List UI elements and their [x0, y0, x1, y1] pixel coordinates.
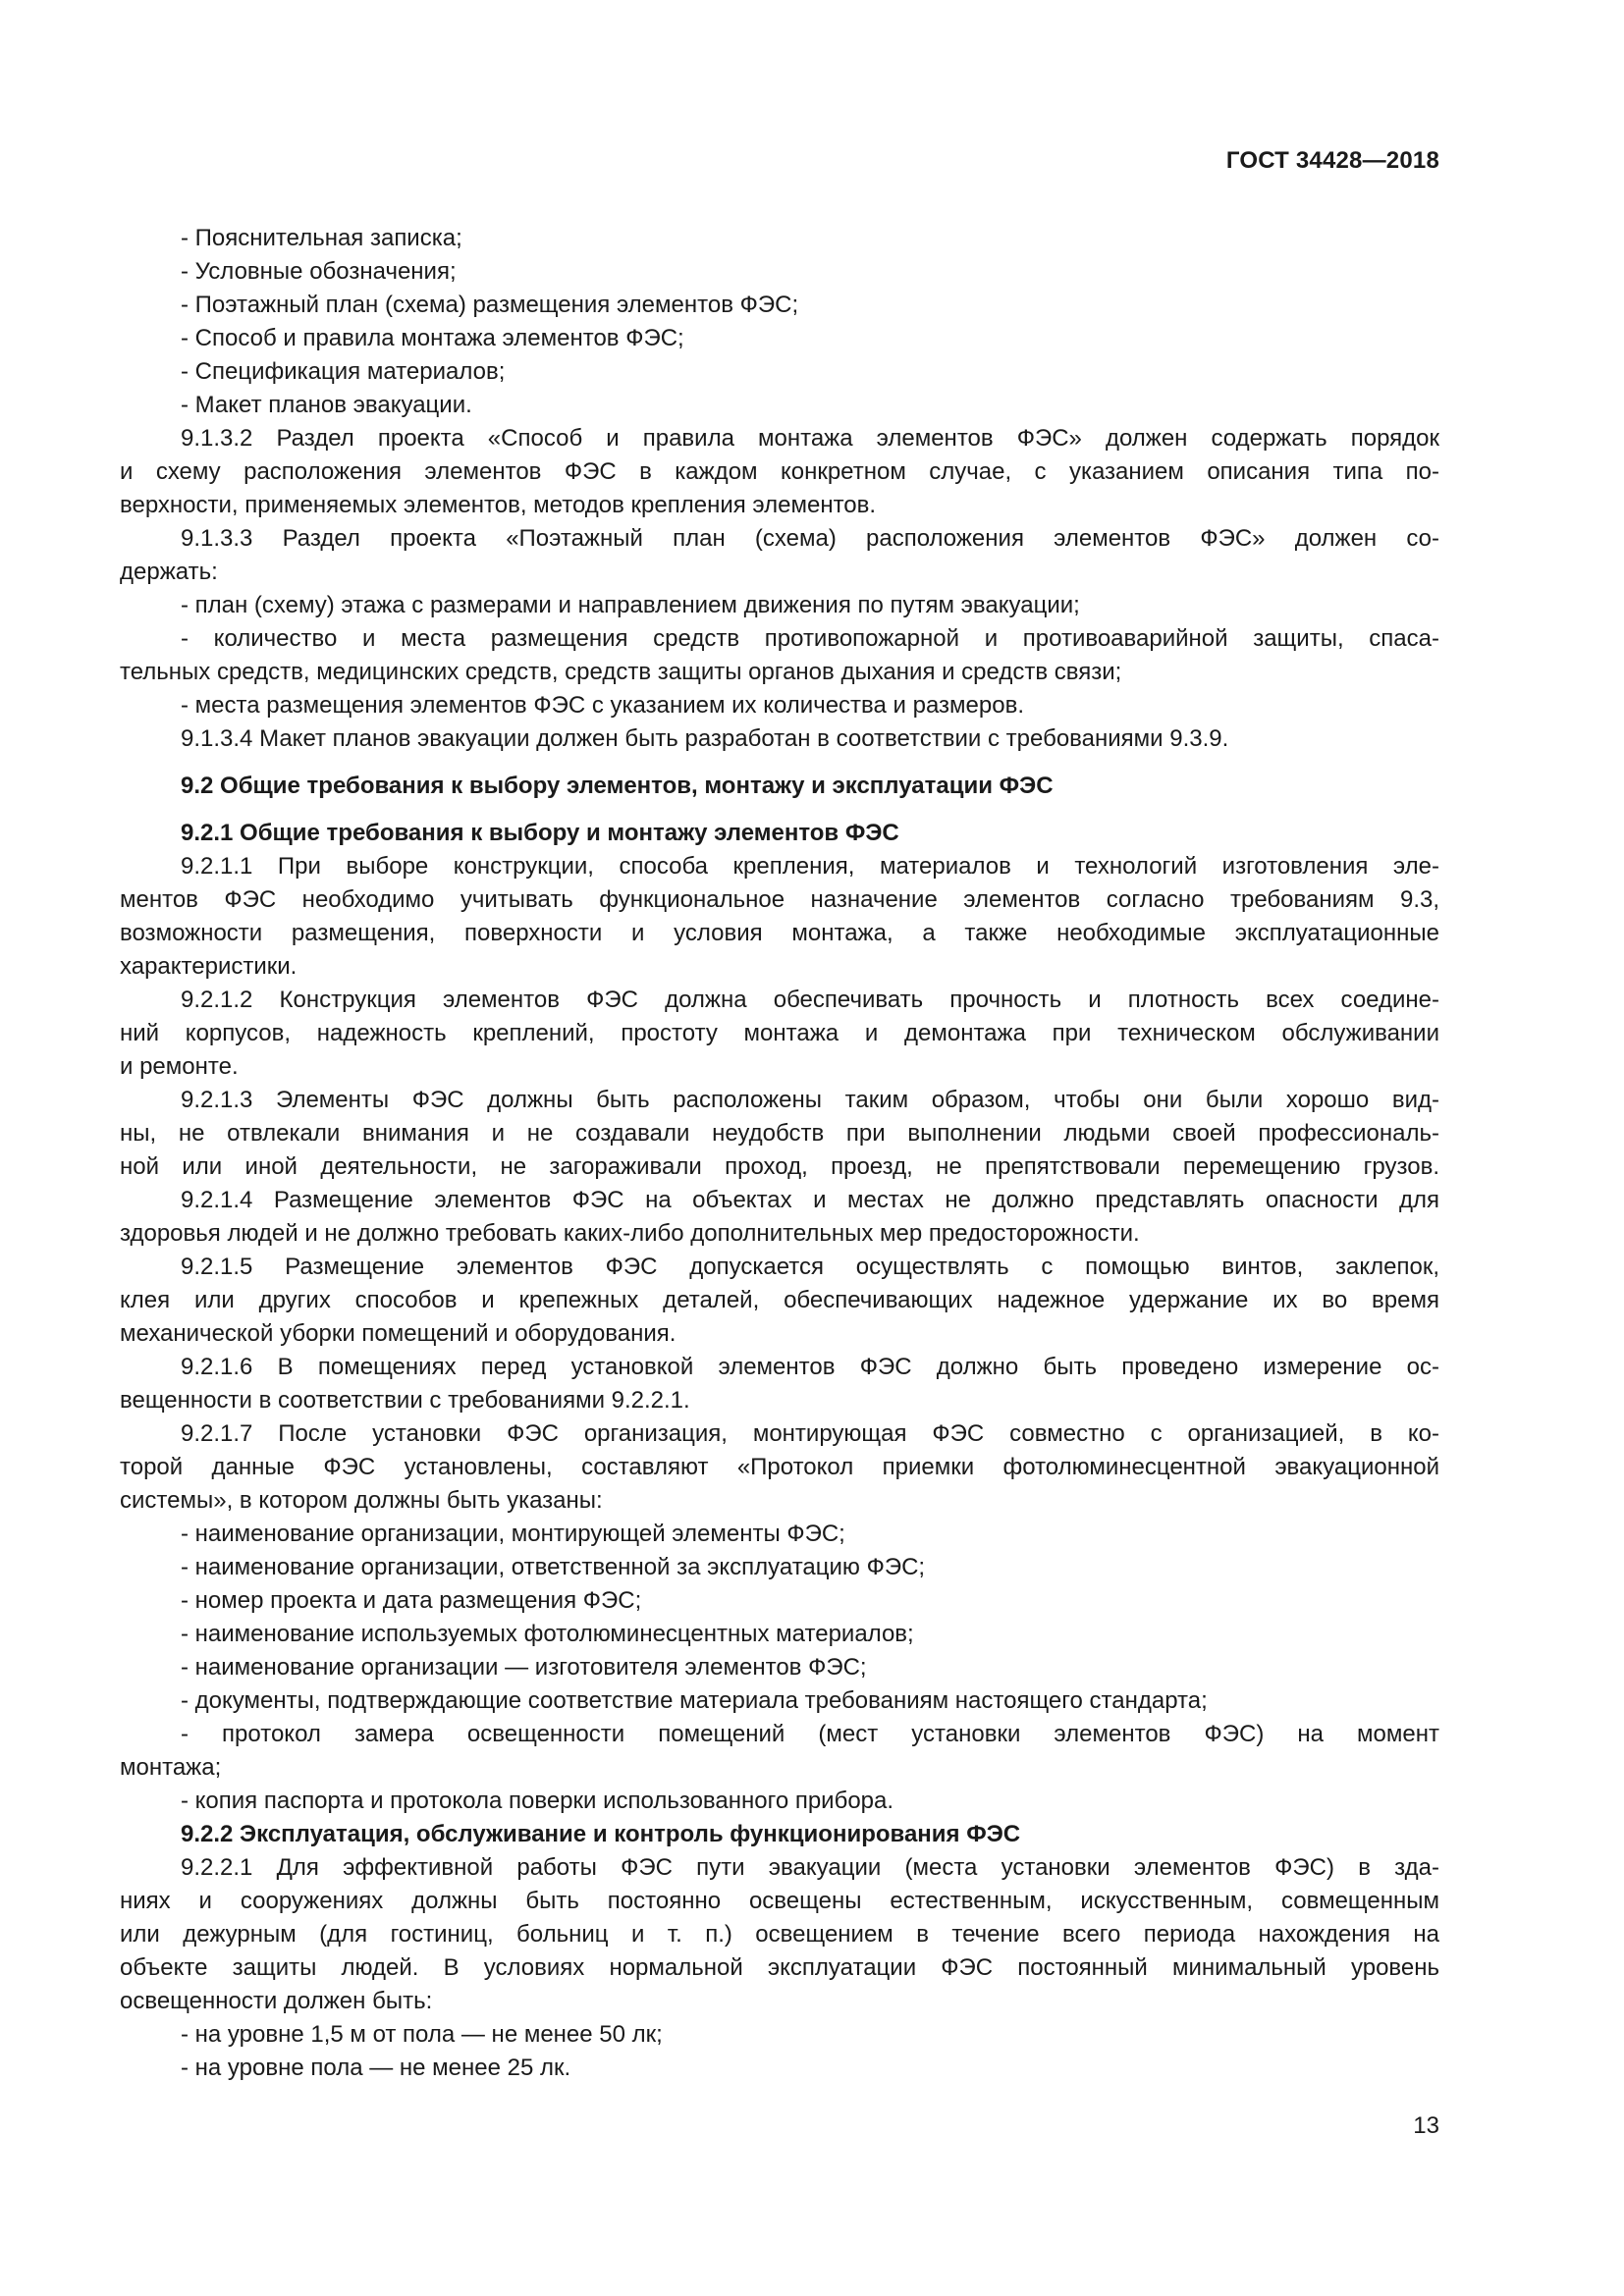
list-item: - на уровне пола — не менее 25 лк.: [181, 2055, 571, 2081]
list-item: - наименование используемых фотолюминесцентных материалов;: [181, 1621, 914, 1647]
paragraph-line: 9.2.1.7 После установки ФЭС организация, монтирующая ФЭС совместно с организацией, в ко-: [181, 1420, 1439, 1447]
paragraph-line: механической уборки помещений и оборудования.: [120, 1320, 677, 1347]
paragraph-line: 9.2.1.5 Размещение элементов ФЭС допускается осуществлять с помощью винтов, заклепок,: [181, 1254, 1439, 1280]
paragraph-line: ниях и сооружениях должны быть постоянно освещены естественным, искусственным, совмещенным: [120, 1888, 1439, 1914]
paragraph-line: 9.2.2.1 Для эффективной работы ФЭС пути эвакуации (места установки элементов ФЭС) в зда-: [181, 1854, 1439, 1881]
paragraph-line: или дежурным (для гостиниц, больниц и т. п.) освещением в течение всего периода нахождения на: [120, 1921, 1439, 1948]
list-item: - наименование организации — изготовителя элементов ФЭС;: [181, 1654, 867, 1681]
list-item: - протокол замера освещенности помещений (мест установки элементов ФЭС) на момент: [181, 1721, 1439, 1747]
paragraph-line: 9.2.1.2 Конструкция элементов ФЭС должна обеспечивать прочность и плотность всех соедине-: [181, 987, 1439, 1013]
list-item: - наименование организации, монтирующей элементы ФЭС;: [181, 1521, 845, 1547]
paragraph-line: здоровья людей и не должно требовать каких-либо дополнительных мер предосторожности.: [120, 1220, 1140, 1247]
subsection-heading: 9.2.1 Общие требования к выбору и монтажу элементов ФЭС: [181, 820, 899, 846]
paragraph-line: 9.2.1.1 При выборе конструкции, способа крепления, материалов и технологий изготовления эле-: [181, 853, 1439, 880]
paragraph-line: ний корпусов, надежность креплений, простоту монтажа и демонтажа при техническом обслуживании: [120, 1020, 1439, 1046]
list-item: - места размещения элементов ФЭС с указанием их количества и размеров.: [181, 692, 1025, 719]
list-item: - Условные обозначения;: [181, 258, 457, 285]
list-item: - Макет планов эвакуации.: [181, 392, 472, 418]
list-item: - наименование организации, ответственной за эксплуатацию ФЭС;: [181, 1554, 926, 1580]
list-item: - Способ и правила монтажа элементов ФЭС;: [181, 325, 684, 351]
paragraph-line: держать:: [120, 559, 218, 585]
section-heading: 9.2 Общие требования к выбору элементов, монтажу и эксплуатации ФЭС: [181, 773, 1054, 799]
paragraph-line: клея или других способов и крепежных деталей, обеспечивающих надежное удержание их во время: [120, 1287, 1439, 1313]
list-item: - Поэтажный план (схема) размещения элементов ФЭС;: [181, 292, 799, 318]
paragraph-line: ной или иной деятельности, не загораживали проход, проезд, не препятствовали перемещению грузов.: [120, 1153, 1439, 1180]
subsection-heading: 9.2.2 Эксплуатация, обслуживание и контроль функционирования ФЭС: [181, 1821, 1021, 1847]
list-item-continuation: монтажа;: [120, 1754, 222, 1781]
paragraph-line: 9.1.3.3 Раздел проекта «Поэтажный план (схема) расположения элементов ФЭС» должен со-: [181, 525, 1439, 552]
paragraph-line: торой данные ФЭС установлены, составляют «Протокол приемки фотолюминесцентной эвакуационной: [120, 1454, 1439, 1480]
list-item: - документы, подтверждающие соответствие материала требованиям настоящего стандарта;: [181, 1687, 1208, 1714]
paragraph-line: освещенности должен быть:: [120, 1988, 433, 2014]
list-item: - план (схему) этажа с размерами и направлением движения по путям эвакуации;: [181, 592, 1080, 618]
list-item: - на уровне 1,5 м от пола — не менее 50 лк;: [181, 2021, 663, 2048]
paragraph-line: характеристики.: [120, 953, 298, 980]
document-standard-id: ГОСТ 34428—2018: [1225, 147, 1439, 174]
paragraph-line: возможности размещения, поверхности и условия монтажа, а также необходимые эксплуатационные: [120, 920, 1439, 946]
list-item: - номер проекта и дата размещения ФЭС;: [181, 1587, 642, 1614]
list-item-continuation: тельных средств, медицинских средств, средств защиты органов дыхания и средств связи;: [120, 659, 1122, 685]
page-number: 13: [1413, 2112, 1439, 2139]
paragraph-line: 9.1.3.2 Раздел проекта «Способ и правила монтажа элементов ФЭС» должен содержать порядок: [181, 425, 1439, 452]
list-item: - Спецификация материалов;: [181, 358, 506, 385]
paragraph-line: и схему расположения элементов ФЭС в каждом конкретном случае, с указанием описания типа по-: [120, 458, 1439, 485]
document-body: [120, 222, 1439, 2085]
list-item: - количество и места размещения средств противопожарной и противоаварийной защиты, спаса-: [181, 625, 1439, 652]
paragraph-line: ментов ФЭС необходимо учитывать функциональное назначение элементов согласно требованиям 9.3,: [120, 886, 1439, 913]
paragraph-line: объекте защиты людей. В условиях нормальной эксплуатации ФЭС постоянный минимальный уровень: [120, 1954, 1439, 1981]
paragraph-line: вещенности в соответствии с требованиями 9.2.2.1.: [120, 1387, 690, 1414]
list-item: - копия паспорта и протокола поверки использованного прибора.: [181, 1788, 894, 1814]
paragraph-line: 9.2.1.6 В помещениях перед установкой элементов ФЭС должно быть проведено измерение ос-: [181, 1354, 1439, 1380]
paragraph-line: ны, не отвлекали внимания и не создавали неудобств при выполнении людьми своей профессиональ-: [120, 1120, 1439, 1147]
paragraph-line: 9.1.3.4 Макет планов эвакуации должен быть разработан в соответствии с требованиями 9.3.9.: [181, 725, 1229, 752]
list-item: - Пояснительная записка;: [181, 225, 462, 251]
paragraph-line: системы», в котором должны быть указаны:: [120, 1487, 603, 1514]
paragraph-line: и ремонте.: [120, 1053, 239, 1080]
paragraph-line: 9.2.1.4 Размещение элементов ФЭС на объектах и местах не должно представлять опасности для: [181, 1187, 1439, 1213]
paragraph-line: верхности, применяемых элементов, методов крепления элементов.: [120, 492, 877, 518]
paragraph-line: 9.2.1.3 Элементы ФЭС должны быть расположены таким образом, чтобы они были хорошо вид-: [181, 1087, 1439, 1113]
